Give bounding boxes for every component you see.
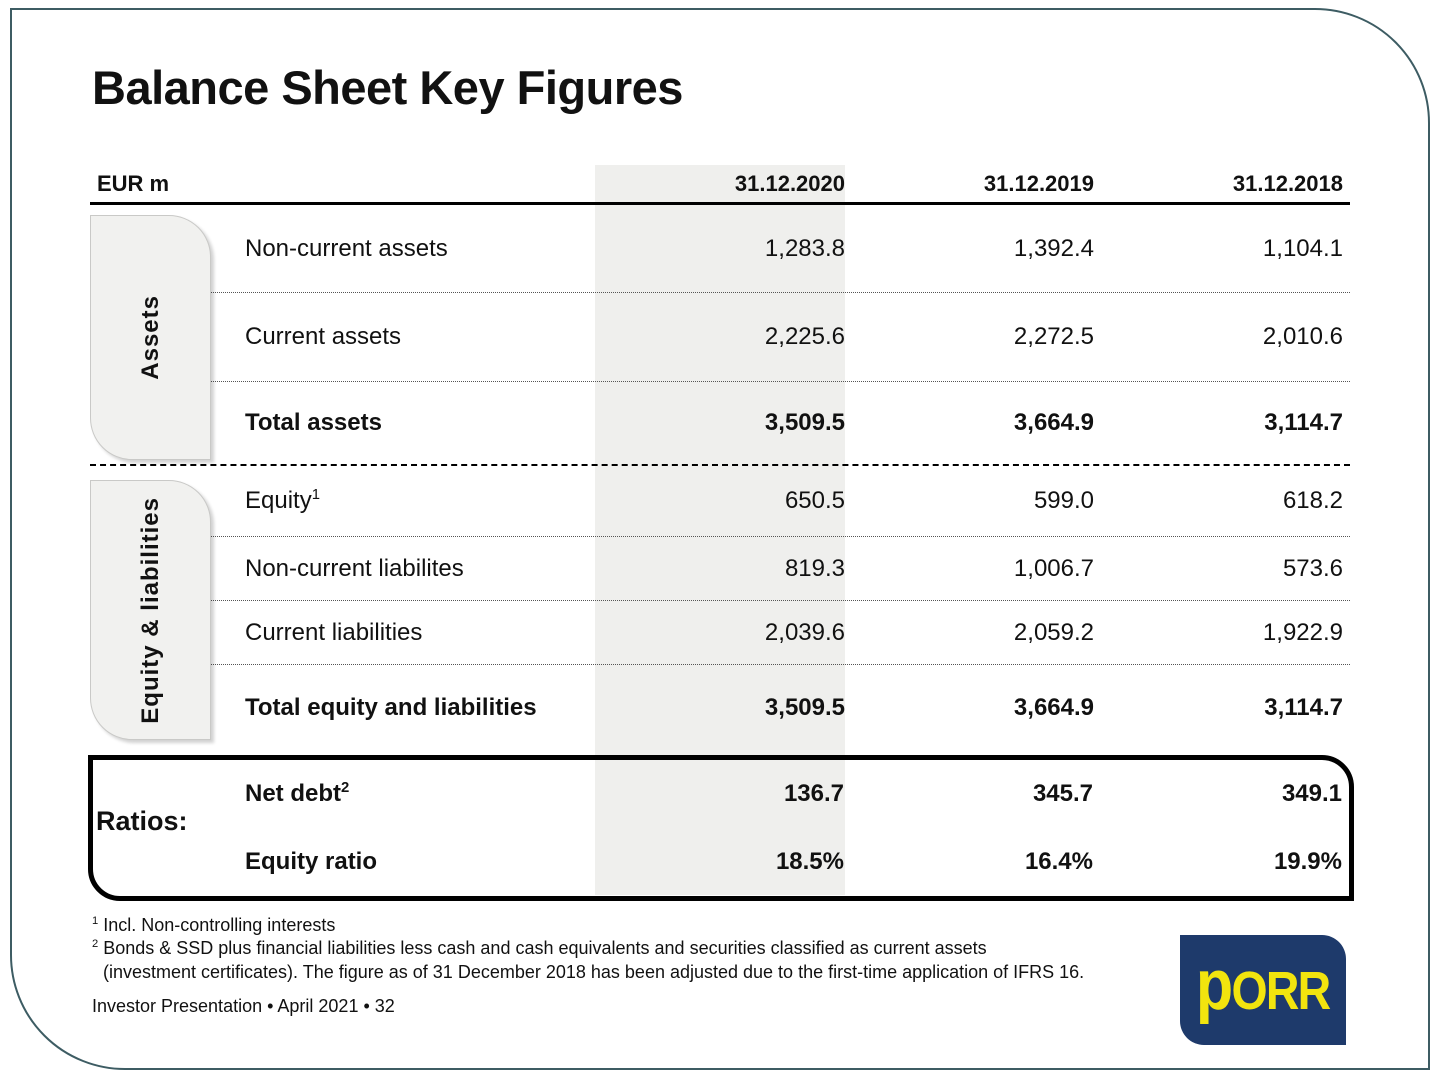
balance-sheet-table bbox=[90, 165, 1350, 750]
row-label: Equity ratio bbox=[245, 848, 378, 875]
porr-logo bbox=[1180, 935, 1346, 1045]
footnote-2-line-1: $^2$ Bonds & SSD plus financial liabilities less cash and cash equivalents and securities classified as current assets bbox=[92, 938, 987, 959]
value-2020: 18.5% bbox=[775, 848, 844, 875]
equity-liabilities-section-tab bbox=[90, 480, 211, 740]
value-2018: 1,104.1 bbox=[1262, 234, 1343, 262]
value-2019: 16.4% bbox=[1024, 848, 1093, 875]
value-2019: 345.7 bbox=[1032, 780, 1093, 807]
footnote-1-marker: 1 bbox=[92, 915, 99, 927]
column-header-2019: 31.12.2019 bbox=[983, 171, 1094, 196]
logo-letter-p: p bbox=[1196, 945, 1232, 1025]
row-label: Total assets bbox=[245, 409, 382, 436]
row-label: Current liabilities bbox=[245, 618, 423, 646]
footnotes bbox=[92, 914, 1084, 984]
value-2018: 1,922.9 bbox=[1262, 618, 1343, 646]
footnote-2-line-2: (investment certificates). The figure as of 31 December 2018 has been adjusted due to the first-time application of IFRS 16. bbox=[103, 961, 1085, 982]
value-2018: 349.1 bbox=[1281, 780, 1342, 807]
value-2020: 650.5 bbox=[784, 487, 845, 514]
value-2020: 2,225.6 bbox=[764, 323, 845, 350]
table-header-row bbox=[90, 165, 1350, 205]
row-label: Current assets bbox=[245, 323, 402, 350]
table-row-total-equity-liabilities bbox=[90, 665, 1350, 750]
page-title: Balance Sheet Key Figures bbox=[92, 61, 683, 114]
table-row-net-debt bbox=[93, 760, 1349, 828]
value-2020: 819.3 bbox=[784, 554, 845, 582]
footnote-1: $^1$ Incl. Non-controlling interests bbox=[92, 915, 336, 935]
table-row-current-liabilities bbox=[90, 601, 1350, 665]
assets-section-tab bbox=[90, 215, 211, 460]
porr-logo-text bbox=[1196, 945, 1330, 1025]
value-2019: 3,664.9 bbox=[1013, 693, 1094, 721]
footnote-2-marker: 2 bbox=[92, 938, 99, 951]
value-2019: 2,272.5 bbox=[1013, 323, 1094, 350]
value-2018: 573.6 bbox=[1282, 554, 1343, 582]
equity-liabilities-section-label: Equity & liabilities bbox=[136, 496, 164, 724]
row-label: Total equity and liabilities bbox=[245, 693, 537, 721]
footnote-marker: 2 bbox=[341, 780, 350, 796]
value-2020: 3,509.5 bbox=[764, 409, 845, 436]
row-label: Net debt$^2$ bbox=[245, 780, 350, 807]
value-2019: 1,392.4 bbox=[1013, 234, 1094, 262]
footnote-marker: 1 bbox=[311, 487, 320, 503]
value-2018: 2,010.6 bbox=[1262, 323, 1343, 350]
row-label: Equity$^1$ bbox=[245, 487, 320, 514]
column-header-2020: 31.12.2020 bbox=[734, 171, 845, 196]
value-2019: 2,059.2 bbox=[1013, 618, 1094, 646]
value-2020: 3,509.5 bbox=[764, 693, 845, 721]
ratios-label: Ratios: bbox=[96, 806, 188, 836]
slide-footer: Investor Presentation • April 2021 • 32 bbox=[92, 996, 395, 1016]
row-label: Non-current assets bbox=[245, 234, 448, 262]
assets-section-label: Assets bbox=[136, 295, 164, 380]
value-2018: 3,114.7 bbox=[1264, 693, 1343, 721]
logo-letters-orr: ORR bbox=[1231, 960, 1330, 1021]
value-2018: 618.2 bbox=[1282, 487, 1343, 514]
value-2020: 136.7 bbox=[783, 780, 844, 807]
table-row-equity-ratio bbox=[93, 828, 1349, 896]
column-header-2018: 31.12.2018 bbox=[1232, 171, 1343, 196]
value-2020: 1,283.8 bbox=[764, 234, 845, 262]
ratios-box bbox=[88, 755, 1354, 901]
value-2018: 3,114.7 bbox=[1264, 409, 1343, 436]
value-2019: 599.0 bbox=[1033, 487, 1094, 514]
table-row-current-assets bbox=[90, 293, 1350, 382]
row-label: Non-current liabilites bbox=[245, 554, 464, 582]
value-2019: 3,664.9 bbox=[1013, 409, 1094, 436]
value-2020: 2,039.6 bbox=[764, 618, 845, 646]
unit-label: EUR m bbox=[97, 171, 170, 196]
table-row-total-assets bbox=[90, 382, 1350, 466]
table-row-non-current-assets bbox=[90, 205, 1350, 293]
table-row-equity bbox=[90, 466, 1350, 537]
table-row-non-current-liabilities bbox=[90, 537, 1350, 601]
value-2019: 1,006.7 bbox=[1013, 554, 1094, 582]
value-2018: 19.9% bbox=[1273, 848, 1342, 875]
